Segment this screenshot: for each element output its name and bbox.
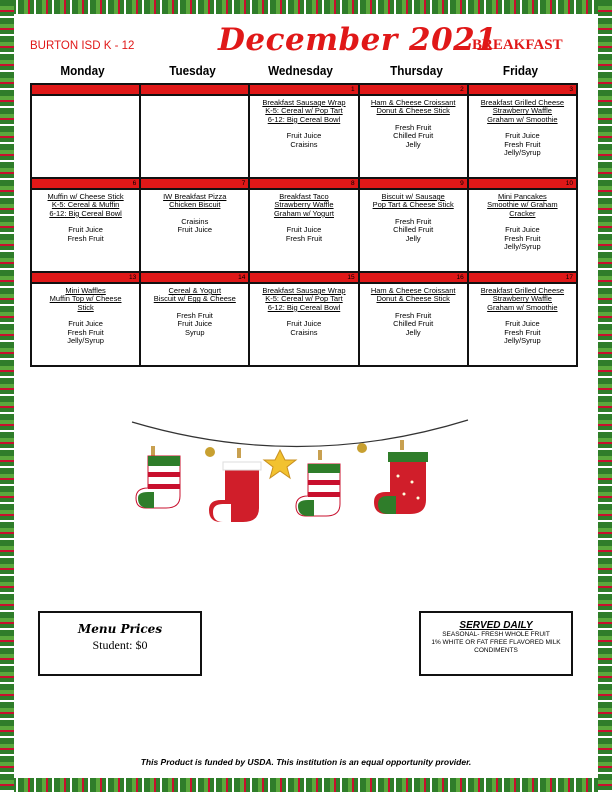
entree-item: IW Breakfast Pizza bbox=[163, 192, 227, 201]
day-number: 2 bbox=[360, 85, 467, 96]
calendar-day-cell bbox=[468, 84, 577, 178]
calendar-day-cell bbox=[468, 178, 577, 272]
day-number: 14 bbox=[141, 273, 248, 284]
served-daily-box bbox=[419, 611, 573, 676]
day-number: 15 bbox=[250, 273, 357, 284]
entree-item: Smoothie w/ Graham bbox=[487, 200, 558, 210]
menu-items bbox=[250, 284, 357, 365]
entree-item: Breakfast Grilled Cheese bbox=[480, 286, 565, 295]
menu-items bbox=[469, 190, 576, 271]
entree-item: Mini Pancakes bbox=[497, 192, 547, 201]
day-number: 9 bbox=[360, 179, 467, 190]
side-item: Craisins bbox=[290, 327, 318, 337]
entree-item: 6-12: Big Cereal Bowl bbox=[49, 208, 122, 218]
side-item: Fresh Fruit bbox=[67, 233, 104, 243]
day-number: 8 bbox=[250, 179, 357, 190]
side-item: Syrup bbox=[184, 327, 205, 337]
page-title: December 2021 bbox=[218, 22, 498, 58]
served-line: CONDIMENTS bbox=[474, 647, 518, 654]
side-item: Jelly bbox=[405, 139, 421, 149]
district-label: BURTON ISD K - 12 bbox=[30, 40, 135, 52]
side-item: Jelly bbox=[405, 327, 421, 337]
side-item: Jelly/Syrup bbox=[67, 336, 104, 346]
stockings-garland-illustration bbox=[130, 412, 470, 542]
side-item: Fruit Juice bbox=[177, 319, 213, 329]
calendar-day-cell bbox=[31, 272, 140, 366]
menu-prices-title: Menu Prices bbox=[77, 622, 163, 636]
menu-items bbox=[469, 96, 576, 177]
entree-item: Muffin Top w/ Cheese bbox=[49, 294, 122, 304]
side-item: Fruit Juice bbox=[505, 319, 540, 329]
entree-item: Cereal & Yogurt bbox=[168, 286, 222, 295]
side-item: Fruit Juice bbox=[505, 225, 540, 235]
menu-items bbox=[141, 96, 248, 177]
side-item: Fresh Fruit bbox=[504, 233, 541, 243]
menu-items bbox=[250, 190, 357, 271]
side-item: Fresh Fruit bbox=[176, 310, 213, 320]
side-item: Fruit Juice bbox=[68, 319, 103, 329]
menu-items bbox=[360, 96, 467, 177]
menu-items bbox=[141, 190, 248, 271]
side-item: Fresh Fruit bbox=[504, 327, 541, 337]
entree-item: Pop Tart & Cheese Stick bbox=[372, 200, 454, 210]
menu-calendar bbox=[30, 83, 578, 367]
calendar-day-cell bbox=[359, 178, 468, 272]
calendar-day-cell bbox=[359, 84, 468, 178]
entree-item: Chicken Biscuit bbox=[169, 200, 221, 210]
menu-items bbox=[32, 284, 139, 365]
calendar-day-cell bbox=[31, 84, 140, 178]
side-item: Fresh Fruit bbox=[67, 327, 104, 337]
meal-label: BREAKFAST bbox=[472, 37, 563, 53]
served-line: 1% WHITE OR FAT FREE FLAVORED MILK bbox=[431, 639, 561, 646]
entree-item: Mini Waffles bbox=[65, 286, 106, 295]
calendar-day-cell bbox=[140, 272, 249, 366]
calendar-week-row bbox=[31, 178, 577, 272]
side-item: Fruit Juice bbox=[286, 225, 322, 235]
entree-item: Biscuit w/ Sausage bbox=[381, 192, 445, 201]
day-number: 16 bbox=[360, 273, 467, 284]
day-number: 3 bbox=[469, 85, 576, 96]
day-header-friday: Friday bbox=[502, 63, 539, 78]
calendar-week-row bbox=[31, 272, 577, 366]
day-header-thursday: Thursday bbox=[390, 63, 443, 78]
day-number: 17 bbox=[469, 273, 576, 284]
side-item: Fruit Juice bbox=[505, 131, 540, 141]
day-header-monday: Monday bbox=[60, 63, 105, 78]
side-item: Fresh Fruit bbox=[395, 216, 432, 226]
entree-item: Graham w/ Smoothie bbox=[487, 114, 558, 124]
side-item: Jelly/Syrup bbox=[504, 336, 541, 346]
side-item: Craisins bbox=[290, 139, 318, 149]
entree-item: Stick bbox=[77, 302, 94, 312]
entree-item: Strawberry Waffle bbox=[492, 294, 552, 304]
day-header-wednesday: Wednesday bbox=[268, 63, 333, 78]
side-item: Fruit Juice bbox=[68, 225, 103, 235]
usda-footer: This Product is funded by USDA. This institution is an equal opportunity provider. bbox=[140, 757, 472, 767]
side-item: Craisins bbox=[181, 216, 209, 226]
entree-item: Graham w/ Smoothie bbox=[487, 302, 558, 312]
entree-item: K-5: Cereal w/ Pop Tart bbox=[265, 294, 343, 304]
side-item: Fresh Fruit bbox=[395, 310, 432, 320]
entree-item: Breakfast Grilled Cheese bbox=[480, 98, 565, 107]
side-item: Fresh Fruit bbox=[504, 139, 541, 149]
entree-item: Strawberry Waffle bbox=[274, 200, 334, 210]
calendar-day-cell bbox=[249, 178, 358, 272]
entree-item: Donut & Cheese Stick bbox=[376, 294, 450, 304]
day-header-tuesday: Tuesday bbox=[169, 63, 216, 78]
entree-item: K-5: Cereal w/ Pop Tart bbox=[265, 106, 343, 116]
entree-item: Graham w/ Yogurt bbox=[273, 208, 334, 218]
day-number: 13 bbox=[32, 273, 139, 284]
served-line: SEASONAL- FRESH WHOLE FRUIT bbox=[442, 631, 550, 638]
menu-items bbox=[141, 284, 248, 365]
entree-item: Donut & Cheese Stick bbox=[376, 106, 450, 116]
side-item: Jelly bbox=[405, 233, 421, 243]
entree-item: Breakfast Sausage Wrap bbox=[262, 286, 346, 295]
holly-border-bottom bbox=[0, 778, 612, 792]
side-item: Jelly/Syrup bbox=[504, 148, 541, 158]
side-item: Fresh Fruit bbox=[395, 122, 432, 132]
day-number: 6 bbox=[32, 179, 139, 190]
entree-item: Ham & Cheese Croissant bbox=[370, 98, 456, 107]
calendar-day-cell bbox=[140, 84, 249, 178]
day-number bbox=[141, 85, 248, 96]
calendar-day-cell bbox=[468, 272, 577, 366]
menu-items bbox=[32, 96, 139, 177]
menu-items bbox=[469, 284, 576, 365]
entree-item: Ham & Cheese Croissant bbox=[370, 286, 456, 295]
day-number: 7 bbox=[141, 179, 248, 190]
menu-prices-box bbox=[38, 611, 202, 676]
side-item: Fruit Juice bbox=[286, 131, 322, 141]
entree-item: 6-12: Big Cereal Bowl bbox=[267, 302, 341, 312]
entree-item: 6-12: Big Cereal Bowl bbox=[267, 114, 341, 124]
side-item: Chilled Fruit bbox=[393, 225, 434, 235]
menu-items bbox=[32, 190, 139, 271]
entree-item: Breakfast Sausage Wrap bbox=[262, 98, 346, 107]
side-item: Jelly/Syrup bbox=[504, 242, 541, 252]
entree-item: Strawberry Waffle bbox=[492, 106, 552, 116]
side-item: Fresh Fruit bbox=[285, 233, 323, 243]
entree-item: K-5: Cereal & Muffin bbox=[51, 200, 120, 210]
calendar-day-cell bbox=[249, 272, 358, 366]
holly-border-left bbox=[0, 0, 14, 792]
entree-item: Breakfast Taco bbox=[279, 192, 329, 201]
holly-border-right bbox=[598, 0, 612, 792]
day-number bbox=[32, 85, 139, 96]
day-number: 1 bbox=[250, 85, 357, 96]
entree-item: Muffin w/ Cheese Stick bbox=[47, 192, 124, 201]
student-price: Student: $0 bbox=[92, 638, 148, 652]
side-item: Chilled Fruit bbox=[393, 131, 434, 141]
side-item: Chilled Fruit bbox=[393, 319, 434, 329]
side-item: Fruit Juice bbox=[177, 225, 213, 235]
menu-items bbox=[360, 190, 467, 271]
calendar-week-row bbox=[31, 84, 577, 178]
calendar-day-cell bbox=[140, 178, 249, 272]
day-number: 10 bbox=[469, 179, 576, 190]
served-daily-title: SERVED DAILY bbox=[459, 620, 533, 631]
entree-item: Biscuit w/ Egg & Cheese bbox=[153, 294, 236, 304]
menu-items bbox=[360, 284, 467, 365]
holly-border-top bbox=[0, 0, 612, 14]
entree-item: Cracker bbox=[509, 208, 536, 218]
calendar-day-cell bbox=[249, 84, 358, 178]
calendar-day-cell bbox=[359, 272, 468, 366]
menu-items bbox=[250, 96, 357, 177]
side-item: Fruit Juice bbox=[286, 319, 322, 329]
calendar-day-cell bbox=[31, 178, 140, 272]
